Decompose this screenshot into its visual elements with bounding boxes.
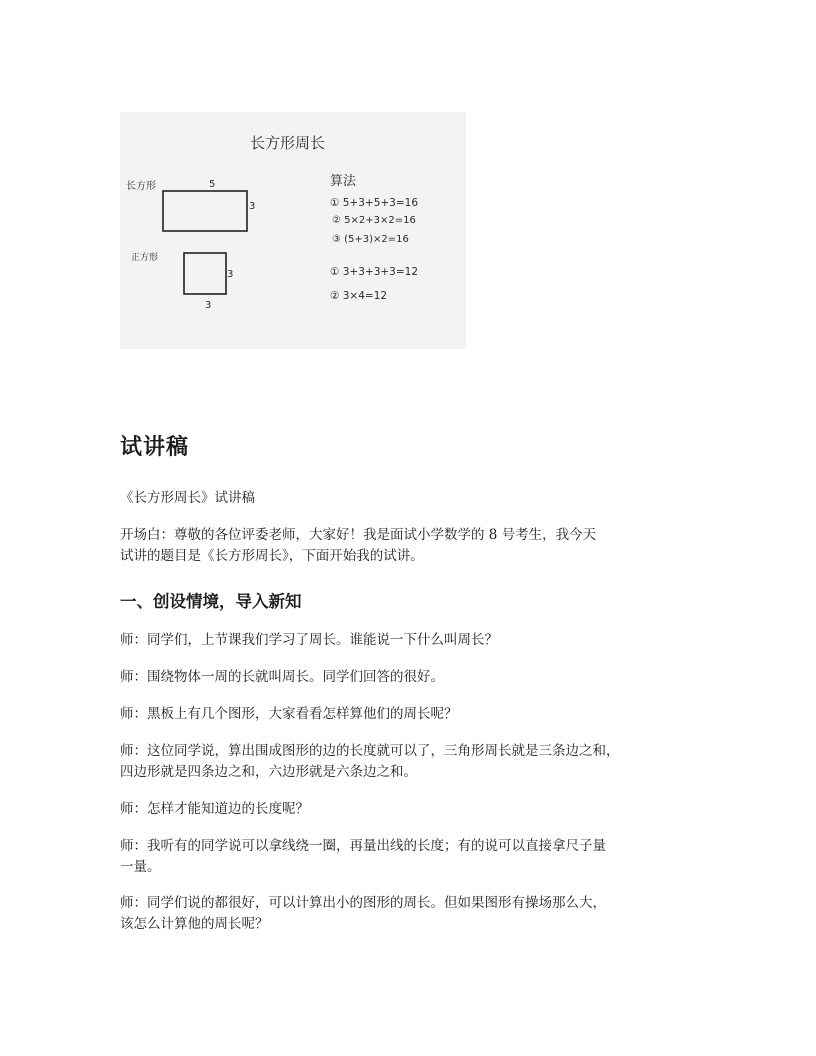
section-heading-1: 一、创设情境，导入新知 bbox=[120, 592, 302, 611]
subtitle: 《长方形周长》试讲稿 bbox=[120, 490, 255, 506]
square-formula-1: ① 3+3+3+3=12 bbox=[330, 266, 419, 278]
square-label: 正方形 bbox=[131, 253, 159, 263]
paragraph-4-line-1: 师：这位同学说，算出围成图形的边的长度就可以了，三角形周长就是三条边之和， bbox=[120, 743, 620, 759]
square-side-length: 3 bbox=[227, 269, 234, 280]
paragraph-2: 师：围绕物体一周的长就叫周长。同学们回答的很好。 bbox=[120, 669, 444, 685]
square-bottom-length: 3 bbox=[205, 300, 212, 311]
paragraph-1: 师：同学们，上节课我们学习了周长。谁能说一下什么叫周长？ bbox=[120, 632, 498, 648]
whiteboard-photo bbox=[120, 112, 466, 349]
handwritten-diagram bbox=[120, 112, 466, 349]
paragraph-7-line-2: 该怎么计算他的周长呢？ bbox=[120, 916, 269, 932]
square-shape bbox=[184, 253, 226, 294]
method-heading: 算法 bbox=[330, 174, 357, 189]
rect-top-length: 5 bbox=[209, 179, 216, 190]
paragraph-5: 师：怎样才能知道边的长度呢？ bbox=[120, 801, 309, 817]
paragraph-6-line-2: 一量。 bbox=[120, 859, 161, 875]
rectangle-shape bbox=[163, 191, 247, 231]
page-title: 试讲稿 bbox=[120, 435, 190, 460]
intro-line-1: 开场白：尊敬的各位评委老师，大家好！我是面试小学数学的 8 号考生，我今天 bbox=[120, 527, 597, 543]
paragraph-4-line-2: 四边形就是四条边之和，六边形就是六条边之和。 bbox=[120, 764, 417, 780]
paragraph-3: 师：黑板上有几个图形，大家看看怎样算他们的周长呢？ bbox=[120, 706, 458, 722]
paragraph-6-line-1: 师：我听有的同学说可以拿线绕一圈，再量出线的长度；有的说可以直接拿尺子量 bbox=[120, 838, 606, 854]
square-formula-2: ② 3×4=12 bbox=[330, 290, 388, 302]
intro-line-2: 试讲的题目是《长方形周长》，下面开始我的试讲。 bbox=[120, 548, 424, 564]
rect-label: 长方形 bbox=[126, 181, 156, 192]
rect-formula-1: ① 5+3+5+3=16 bbox=[330, 197, 419, 209]
paragraph-7-line-1: 师：同学们说的都很好，可以计算出小的图形的周长。但如果图形有操场那么大， bbox=[120, 895, 606, 911]
figure-title: 长方形周长 bbox=[250, 134, 326, 152]
rect-side-length: 3 bbox=[249, 201, 256, 212]
rect-formula-2: ② 5×2+3×2=16 bbox=[332, 215, 416, 226]
rect-formula-3: ③ (5+3)×2=16 bbox=[332, 234, 409, 245]
